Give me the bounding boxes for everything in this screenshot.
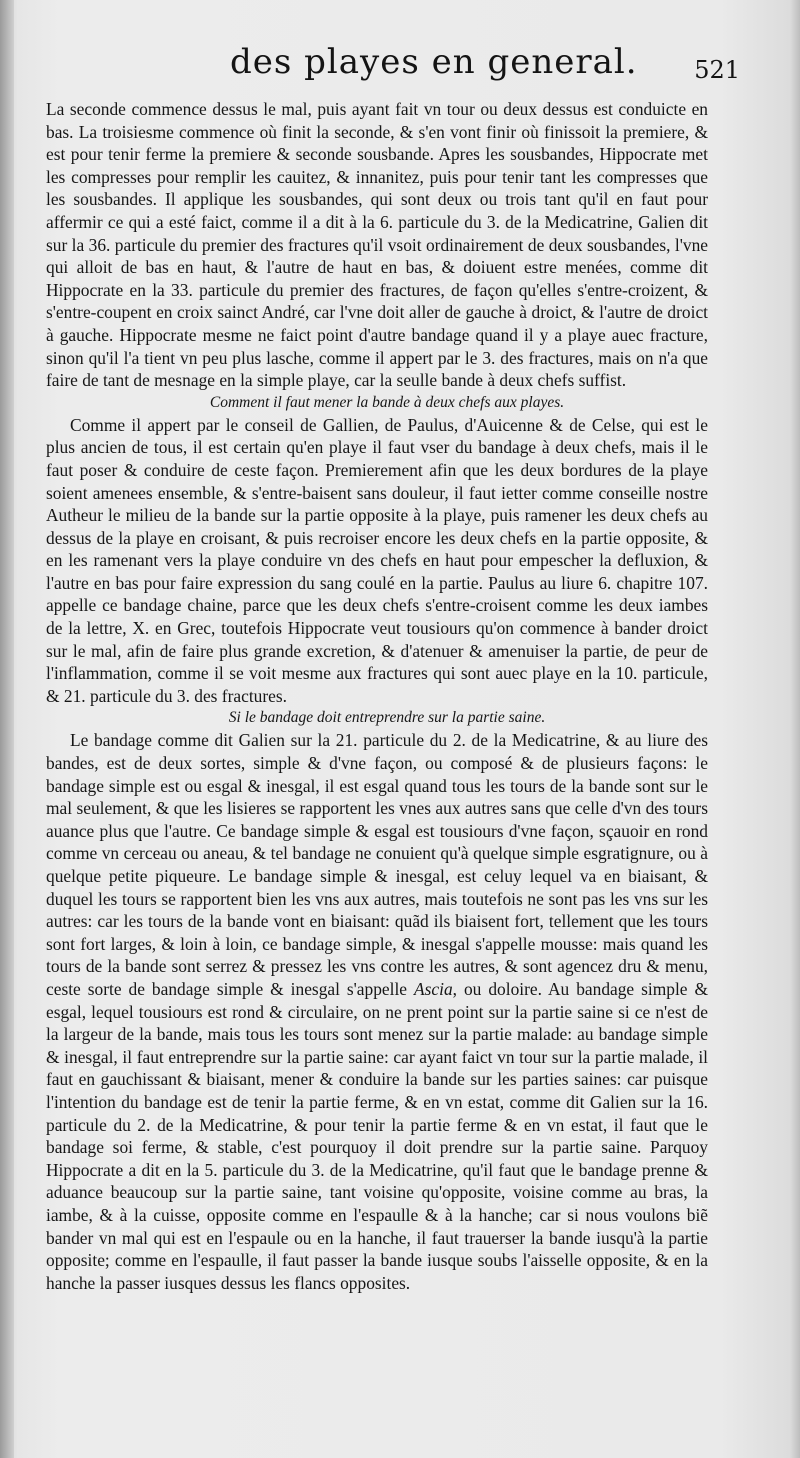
page-gutter (0, 0, 14, 1458)
paragraph-3-start: Le bandage comme dit Galien sur la 21. particule du 2. de la Medicatrine, & au liure des bandes, est de deux sortes, simple & d'vne façon, ou composé & de plusieurs façons: le bandage simple est ou esgal & inesgal, il est esgal quand tous les tours de la bande sont sur le mal seulement, & que les lisieres se rapportent les vnes aux autres sans que celle d'vn des tours auance plus que l'autre. Ce bandage simple & esgal est tousiours d'vne façon, sçauoir en rond comme vn cerceau ou aneau, & tel bandage ne conuient qu'à quelque simple esgratignure, ou à quelque petite piqueure. Le bandage simple & inesgal, est celuy lequel va en biaisant, & duquel les tours se rapportent bien les vns aux autres, mais toutefois ne sont pas les vns sur les autres: car les tours de la bande vont en biaisant: quãd ils biaisent fort, tellement que les tours sont fort larges, & loin à loin, ce bandage simple, & inesgal s'appelle mousse: mais quand les tours de la bande sont serrez & pressez les vns contre les autres, & sont agencez dru & menu, ceste sorte de bandage simple & inesgal s'appelle (46, 730, 708, 999)
paragraph-2: Comme il appert par le conseil de Gallien, de Paulus, d'Auicenne & de Celse, qui est le plus ancien de tous, il est certain qu'en playe il faut vser du bandage à deux chefs, mais il le faut poser & conduire de ceste façon. Premierement afin que les deux bordures de la playe soient amenees ensemble, & s'entre-baisent sans douleur, il faut ietter comme conseille nostre Autheur le milieu de la bande sur la partie opposite à la playe, puis ramener les deux chefs au dessus de la playe en croisant, & puis recroiser encore les deux chefs en la partie opposite, & en les ramenant vers la playe conduire vn des chefs en haut pour empescher la defluxion, & l'autre en bas pour faire expression du sang coulé en la partie. Paulus au liure 6. chapitre 107. appelle ce bandage chaine, parce que les deux chefs s'entre-croisent comme les deux iambes de la lettre, X. en Grec, toutefois Hippocrate veut tousiours qu'on commence à bander droict sur le mal, afin de faire plus grande excretion, & d'atenuer & amenuiser la partie, de peur de l'inflammation, comme il se voit mesme aux fractures qui sont auec playe en la 10. particule, & 21. particule du 3. des fractures. (46, 414, 708, 706)
running-title: des playes en general. (230, 42, 638, 82)
section-heading-1: Comment il faut mener la bande à deux chefs aux playes. (209, 393, 565, 411)
paragraph-1: La seconde commence dessus le mal, puis ayant fait vn tour ou deux dessus est conduicte en bas. La troisiesme commence où finit la seconde, & s'en vont finir où finissoit la premiere, & est pour tenir ferme la premiere & seconde sousbande. Apres les sousbandes, Hippocrate met les compresses pour remplir les cauitez, & innanitez, puis pour tenir tant les compresses que les sousbandes. Il applique les sousbandes, qui sont deux ou trois tant qu'il en faut pour affermir ce qui a esté faict, comme il a dit à la 6. particule du 3. de la Medicatrine, Galien dit sur la 36. particule du premier des fractures qu'il vsoit ordinairement de deux sousbandes, l'vne qui alloit de bas en haut, & l'autre de haut en bas, & doiuent estre menées, comme dit Hippocrate en la 33. particule du premier des fractures, de façon qu'elles s'entre-croizent, & s'entre-coupent en croix sainct André, car l'vne doit aller de gauche à droict, & l'autre de droict à gauche. Hippocrate mesme ne faict point d'autre bandage quand il y a playe auec fracture, sinon qu'il l'a tient vn peu plus lasche, comme il appert par le 3. des fractures, mais on n'a que faire de tant de mesnage en la simple playe, car la seulle bande à deux chefs suffist. (46, 99, 708, 391)
term-ascia: Ascia (414, 978, 453, 999)
section-heading-2: Si le bandage doit entreprendre sur la partie saine. (228, 709, 546, 727)
page-header (40, 40, 740, 96)
body-text (46, 98, 708, 1294)
paragraph-3 (46, 729, 708, 1294)
paragraph-3-end: , ou doloire. Au bandage simple & esgal, lequel tousiours est rond & circulaire, on ne prent point sur la partie saine si ce n'est de la largeur de la bande, mais tous les tours sont menez sur la partie malade: au bandage simple & inesgal, il faut entreprendre sur la partie saine: car ayant faict vn tour sur la partie malade, il faut en gauchissant & biaisant, mener & conduire la bande sur les parties saines: car puisque l'intention du bandage est de tenir la partie ferme, & en vn estat, comme dit Galien sur la 16. particule du 2. de la Medicatrine, & pour tenir la partie ferme & en vn estat, il faut que le bandage soi ferme, & stable, c'est pourquoy il doit prendre sur la partie saine. Parquoy Hippocrate a dit en la 5. particule du 3. de la Medicatrine, qu'il faut que le bandage prenne & aduance beaucoup sur la partie saine, tant voisine qu'opposite, voisine comme au bras, la iambe, & à la cuisse, opposite comme en l'espaulle & à la hanche; car si nous voulons biẽ bander vn mal qui est en l'espaule ou en la hanche, il faut trauerser la bande iusqu'à la partie opposite; comme en l'espaulle, il faut passer la bande iusque soubs l'aisselle opposite, & en la hanche la passer iusques dessus les flancs opposites. (46, 978, 708, 1293)
page-number: 521 (694, 56, 740, 84)
